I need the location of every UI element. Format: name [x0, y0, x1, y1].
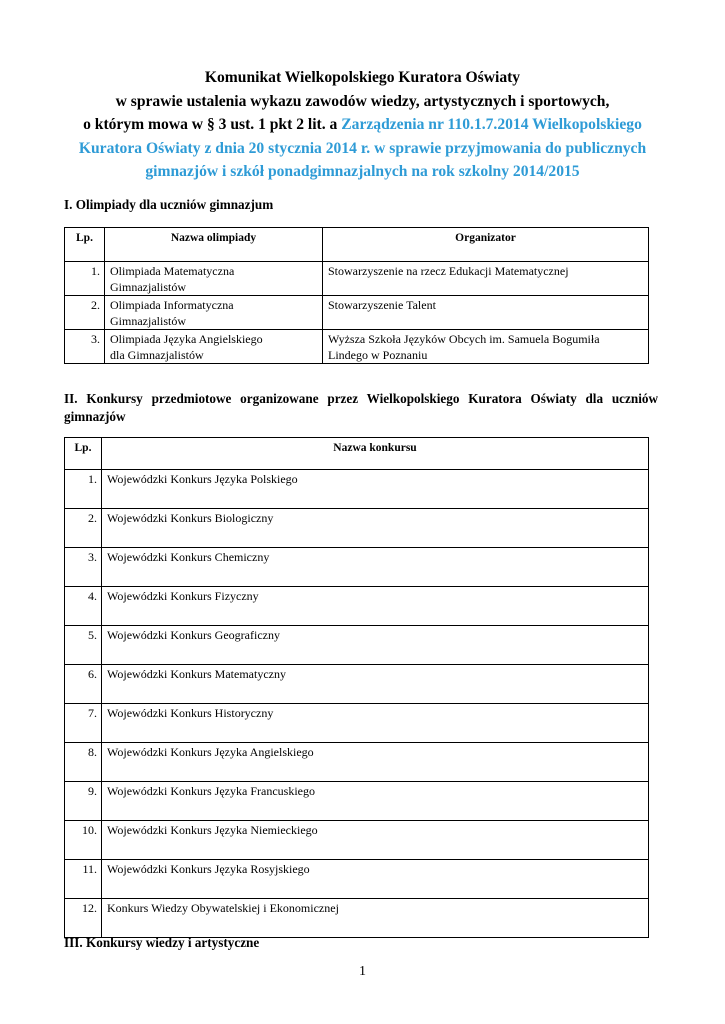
row-number: 2. — [65, 509, 102, 548]
table-row — [65, 860, 649, 899]
olympiads-table — [64, 227, 649, 364]
organizer-line-1: Wyższa Szkoła Języków Obcych im. Samuela Bogumiła — [328, 332, 600, 346]
organizer-line-1: Stowarzyszenie Talent — [328, 298, 436, 312]
column-header-lp: Lp. — [65, 438, 102, 470]
title-line-2: w sprawie ustalenia wykazu zawodów wiedzy, artystycznych i sportowych, — [115, 92, 610, 110]
table-row — [65, 509, 649, 548]
section-3-heading: III. Konkursy wiedzy i artystyczne — [64, 935, 260, 950]
olympiad-name-line-2: Gimnazjalistów — [110, 314, 186, 328]
table-row — [65, 665, 649, 704]
title-line-3 — [60, 113, 665, 137]
competition-name: Wojewódzki Konkurs Chemiczny — [102, 548, 649, 587]
competition-name: Konkurs Wiedzy Obywatelskiej i Ekonomicznej — [102, 899, 649, 938]
row-number: 11. — [65, 860, 102, 899]
table-row — [65, 470, 649, 509]
table-row — [65, 587, 649, 626]
regulation-link-part-2[interactable]: Kuratora Oświaty z dnia 20 stycznia 2014 r. w sprawie przyjmowania do publicznych — [78, 139, 647, 157]
column-header-competition-name: Nazwa konkursu — [102, 438, 649, 470]
page-number: 1 — [359, 964, 366, 979]
competition-name: Wojewódzki Konkurs Języka Rosyjskiego — [102, 860, 649, 899]
column-header-lp: Lp. — [65, 228, 105, 262]
row-number: 1. — [65, 470, 102, 509]
row-number: 1. — [65, 262, 105, 296]
row-number: 12. — [65, 899, 102, 938]
olympiad-name-line-1: Olimpiada Języka Angielskiego — [110, 332, 263, 346]
table-header-row — [65, 438, 649, 470]
competition-name: Wojewódzki Konkurs Matematyczny — [102, 665, 649, 704]
table-row — [65, 296, 649, 330]
column-header-organizer: Organizator — [323, 228, 649, 262]
document-title — [60, 66, 665, 184]
competition-name: Wojewódzki Konkurs Języka Niemieckiego — [102, 821, 649, 860]
title-line-1: Komunikat Wielkopolskiego Kuratora Oświaty — [204, 69, 521, 86]
table-row — [65, 548, 649, 587]
table-row — [65, 743, 649, 782]
row-number: 3. — [65, 548, 102, 587]
olympiad-name-line-1: Olimpiada Informatyczna — [110, 298, 234, 312]
row-number: 9. — [65, 782, 102, 821]
row-number: 4. — [65, 587, 102, 626]
competition-name: Wojewódzki Konkurs Geograficzny — [102, 626, 649, 665]
table-header-row — [65, 228, 649, 262]
row-number: 10. — [65, 821, 102, 860]
organizer-line-2: Lindego w Poznaniu — [328, 348, 428, 362]
table-row — [65, 704, 649, 743]
competition-name: Wojewódzki Konkurs Języka Polskiego — [102, 470, 649, 509]
organizer-line-1: Stowarzyszenie na rzecz Edukacji Matematycznej — [328, 264, 569, 278]
olympiad-name-line-2: Gimnazjalistów — [110, 280, 186, 294]
row-number: 7. — [65, 704, 102, 743]
row-number: 8. — [65, 743, 102, 782]
organizer — [323, 330, 649, 364]
row-number: 6. — [65, 665, 102, 704]
column-header-olympiad-name: Nazwa olimpiady — [105, 228, 323, 262]
table-row — [65, 899, 649, 938]
table-row — [65, 330, 649, 364]
olympiad-name — [105, 330, 323, 364]
regulation-link-part-3[interactable]: gimnazjów i szkół ponadgimnazjalnych na rok szkolny 2014/2015 — [145, 163, 580, 180]
table-row — [65, 626, 649, 665]
table-row — [65, 782, 649, 821]
competition-name: Wojewódzki Konkurs Języka Francuskiego — [102, 782, 649, 821]
olympiad-name — [105, 262, 323, 296]
olympiad-name-line-1: Olimpiada Matematyczna — [110, 264, 235, 278]
row-number: 2. — [65, 296, 105, 330]
table-row — [65, 821, 649, 860]
competition-name: Wojewódzki Konkurs Historyczny — [102, 704, 649, 743]
row-number: 3. — [65, 330, 105, 364]
competition-name: Wojewódzki Konkurs Języka Angielskiego — [102, 743, 649, 782]
section-1-heading: I. Olimpiady dla uczniów gimnazjum — [64, 197, 274, 212]
competitions-table — [64, 437, 649, 938]
competition-name: Wojewódzki Konkurs Fizyczny — [102, 587, 649, 626]
section-2-heading: II. Konkursy przedmiotowe organizowane przez Wielkopolskiego Kuratora Oświaty dla uczniów gimnazjów — [64, 391, 658, 424]
organizer — [323, 296, 649, 330]
organizer — [323, 262, 649, 296]
competition-name: Wojewódzki Konkurs Biologiczny — [102, 509, 649, 548]
title-line-3-prefix: o którym mowa w § 3 ust. 1 pkt 2 lit. a — [83, 116, 342, 133]
regulation-link-part-1[interactable]: Zarządzenia nr 110.1.7.2014 Wielkopolskiego — [341, 116, 642, 133]
table-row — [65, 262, 649, 296]
olympiad-name — [105, 296, 323, 330]
row-number: 5. — [65, 626, 102, 665]
olympiad-name-line-2: dla Gimnazjalistów — [110, 348, 204, 362]
